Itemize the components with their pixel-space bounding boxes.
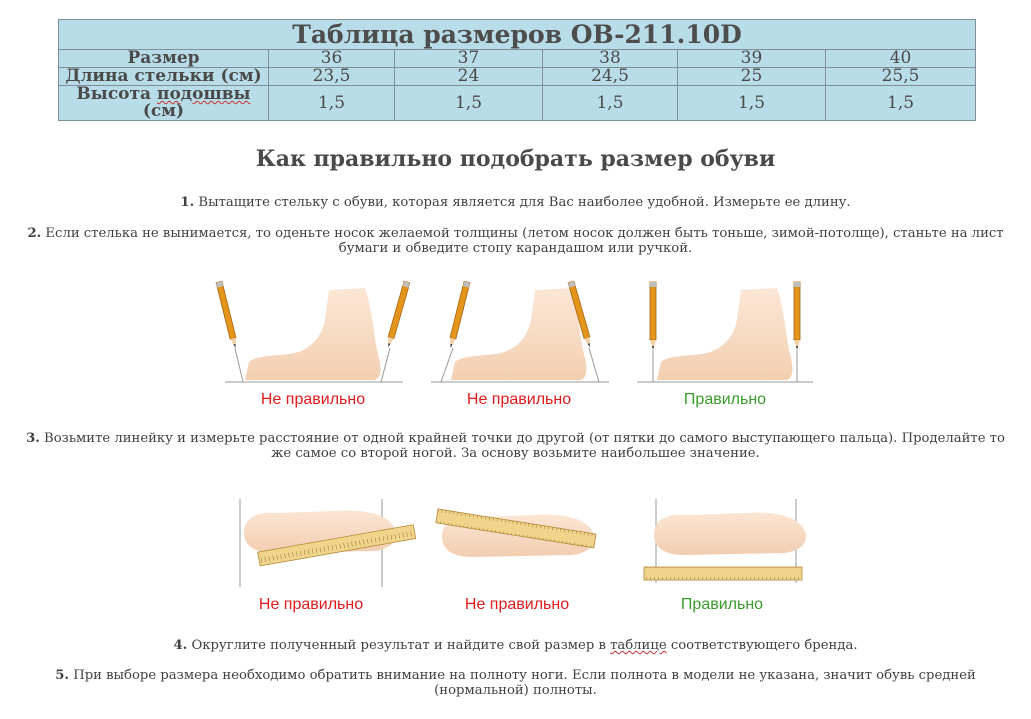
step-text-underlined: таблице (610, 638, 667, 653)
row-label-underlined: подошвы (157, 84, 251, 104)
step-number: 1. (180, 195, 195, 210)
table-cell: 37 (395, 50, 543, 68)
row-label-insole-length: Длина стельки (см) (59, 68, 269, 86)
step-text-line2: же самое со второй ногой. За основу возьмите наибольшее значение. (271, 446, 760, 461)
table-cell: 36 (269, 50, 395, 68)
tracing-caption-wrong-1: Не правильно (260, 391, 366, 408)
table-cell: 38 (543, 50, 678, 68)
row-label-suffix: (см) (142, 101, 185, 121)
ruler-panel-wrong-2 (436, 509, 596, 557)
row-label-prefix: Высота (76, 84, 157, 104)
step-number: 3. (26, 431, 40, 446)
ruler-caption-right: Правильно (680, 596, 764, 613)
table-cell: 25 (678, 68, 826, 86)
ruler-panel-wrong-1 (240, 499, 416, 587)
step-text: соответствующего бренда. (666, 638, 858, 653)
ruler-panel-right (644, 499, 806, 583)
size-table (58, 19, 976, 121)
step-text-line1: Возьмите линейку и измерьте расстояние от одной крайней точки до другой (от пятки до самого выступающего пальца). Проделайте то (39, 431, 1005, 446)
tracing-caption-right: Правильно (683, 391, 767, 408)
ruler-caption-wrong-2: Не правильно (464, 596, 570, 613)
table-cell: 24,5 (543, 68, 678, 86)
table-row (59, 68, 976, 86)
table-cell: 1,5 (678, 86, 826, 121)
step-2 (0, 226, 1031, 256)
step-number: 4. (173, 638, 188, 653)
tracing-panel-wrong-2 (431, 281, 609, 382)
step-text: Округлите полученный результат и найдите свой размер в (187, 638, 611, 653)
tracing-panel-wrong-1 (216, 281, 410, 382)
table-row (59, 50, 976, 68)
table-cell: 23,5 (269, 68, 395, 86)
row-label-size: Размер (59, 50, 269, 68)
table-cell: 40 (826, 50, 976, 68)
table-cell: 1,5 (395, 86, 543, 121)
row-label-sole-height (59, 86, 269, 121)
table-cell: 39 (678, 50, 826, 68)
table-cell: 25,5 (826, 68, 976, 86)
guide-title: Как правильно подобрать размер обуви (255, 146, 776, 172)
step-text-line1: При выборе размера необходимо обратить внимание на полноту ноги. Если полнота в модели не указана, значит обувь средней (69, 668, 976, 683)
table-cell: 1,5 (543, 86, 678, 121)
step-text: Вытащите стельку с обуви, которая является для Вас наиболее удобной. Измерьте ее длину. (194, 195, 851, 210)
table-cell: 24 (395, 68, 543, 86)
size-table-title: Таблица размеров OB-211.10D (59, 20, 976, 50)
step-number: 2. (27, 226, 42, 241)
table-cell: 1,5 (269, 86, 395, 121)
table-row (59, 86, 976, 121)
ruler-caption-wrong-1: Не правильно (258, 596, 364, 613)
ruler-measure-illustrations (230, 493, 810, 593)
step-5 (0, 668, 1031, 698)
step-3 (0, 431, 1031, 461)
table-cell: 1,5 (826, 86, 976, 121)
step-number: 5. (55, 668, 70, 683)
tracing-panel-right (637, 282, 813, 382)
tracing-caption-wrong-2: Не правильно (466, 391, 572, 408)
step-1 (0, 195, 1031, 210)
step-text-line2: (нормальной) полноты. (434, 683, 597, 698)
step-text-line2: бумаги и обведите стопу карандашом или ручкой. (338, 241, 693, 256)
step-text-line1: Если стелька не вынимается, то оденьте носок желаемой толщины (летом носок должен быть тоньше, зимой-потолще), станьте на лист (41, 226, 1004, 241)
step-4 (0, 638, 1031, 653)
foot-tracing-illustrations (205, 278, 825, 388)
